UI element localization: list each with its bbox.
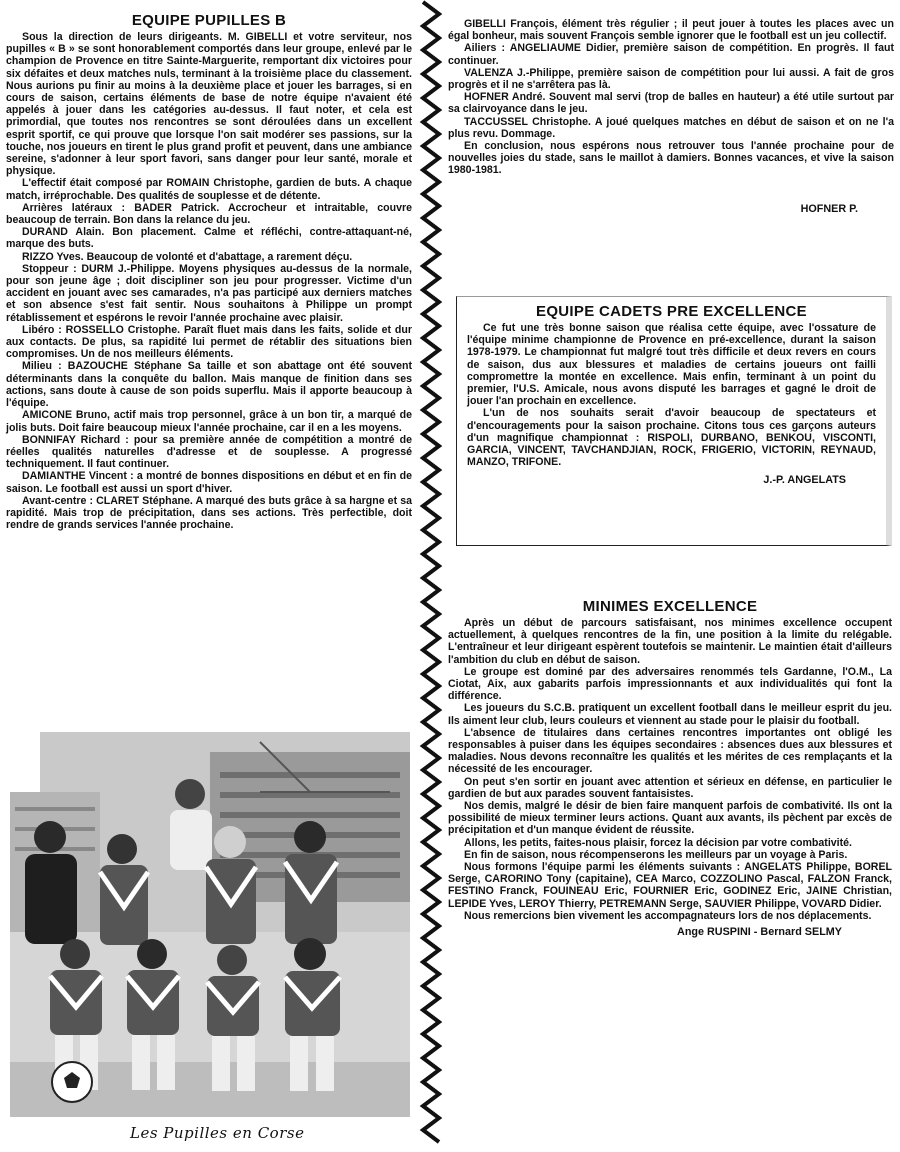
pupilles-paragraph: Arrières latéraux : BADER Patrick. Accrocheur et intraitable, couvre beaucoup de terrain. Bon dans la relance du jeu.	[6, 201, 412, 227]
minimes-article	[448, 598, 892, 938]
pupilles-title: EQUIPE PUPILLES B	[131, 12, 287, 29]
minimes-title: MINIMES EXCELLENCE	[582, 598, 758, 615]
pupilles-paragraph: DAMIANTHE Vincent : a montré de bonnes dispositions en début et en fin de saison. Le football est aussi un sport d'hiver.	[6, 470, 412, 495]
minimes-paragraph: En fin de saison, nous récompenserons les meilleurs par un voyage à Paris.	[464, 848, 848, 861]
minimes-paragraph: Les joueurs du S.C.B. pratiquent un excellent football dans le meilleur esprit du jeu. Ils aiment leur club, leurs couleurs et viennent au stade pour le plaisir du football.	[448, 702, 892, 727]
minimes-signature: Ange RUSPINI - Bernard SELMY	[677, 926, 842, 939]
minimes-paragraph: Nous formons l'équipe parmi les éléments suivants : ANGELATS Philippe, BOREL Serge, CARORINO Tony (capitaine), CEA Marco, COZZOLINO Pascal, FALZON Franck, FESTINO Franck, FOUINEAU Eric, FOURNIER Eric, GODINEZ Eric, JAINE Christian, LEPIDE Yves, LEROY Thierry, PETREMANN Serge, SAUVIER Philippe, VOVARD Didier.	[448, 861, 892, 910]
pupilles-paragraph: Libéro : ROSSELLO Cristophe. Paraît fluet mais dans les faits, solide et dur aux contacts. De plus, sa rapidité lui permet de rétablir des situations bien compromises. Un de nos meilleurs éléments.	[6, 323, 412, 361]
pupilles-paragraph: Sous la direction de leurs dirigeants. M. GIBELLI et votre serviteur, nos pupilles « B » se sont honorablement comportés dans leur groupe, enlevé par le champion de Provence en titre Sainte-Marguerite, remportant dix victoires pour six défaites et deux matches nuls, terminant à la troisième place du classement. Nous aurions pu finir au moins à la deuxième place et jouer les barrages, si en cours de saison, certains éléments de base de notre équipe n'avaient été appelés à jouer dans les catégories au-dessus. Il faut noter, et cela est primordial, que toutes nos rencontres se sont déroulées dans un excellent esprit sportif, ce qui prouve que lorsque l'on sait modérer ses passions, sur la touche, nos joueurs en tirent le plus grand profit et peuvent, dans une ambiance sereine, s'adonner à leur sport favori, sans danger pour leur santé, morale et physique.	[6, 31, 412, 178]
pupilles-paragraph: VALENZA J.-Philippe, première saison de compétition pour lui aussi. A fait de gros progrès et il ne s'arrêtera pas là.	[448, 66, 894, 92]
minimes-body	[448, 617, 892, 922]
cadets-signature: J.-P. ANGELATS	[763, 474, 846, 487]
cadets-paragraph: L'un de nos souhaits serait d'avoir beaucoup de spectateurs et d'encouragements pour la saison prochaine. Citons tous ces garçons auteurs d'un magnifique championnat : RISPOLI, DURBANO, BENKOU, VISCONTI, GARCIA, VINCENT, TAVCHANDJIAN, ROCK, FRIGERIO, VICTORIN, REYNAUD, MANZO, TRIFONE.	[467, 407, 876, 469]
pupilles-paragraph: Milieu : BAZOUCHE Stéphane Sa taille et son abattage ont été souvent déterminants dans la conquête du ballon. Mais manque de finition dans ses actions, sans doute à cause de son poids superflu. Mais il apporte beaucoup à l'équipe.	[6, 360, 412, 410]
pupilles-paragraph: DURAND Alain. Bon placement. Calme et réfléchi, contre-attaquant-né, marque des buts.	[6, 226, 412, 251]
pupilles-continued	[448, 18, 894, 177]
pupilles-paragraph: GIBELLI François, élément très régulier ; il peut jouer à toutes les places avec un égal bonheur, mais souvent François semble ignorer que le football est un jeu collectif.	[448, 18, 894, 43]
pupilles-body	[6, 31, 412, 531]
cadets-title: EQUIPE CADETS PRE EXCELLENCE	[536, 303, 807, 320]
minimes-paragraph: Nos demis, malgré le désir de bien faire manquent parfois de combativité. Ils ont la possibilité de mieux terminer leurs actions. Quant aux avants, ils pèchent par excès de précipitation et d'un manque évident de réussite.	[448, 800, 892, 837]
pupilles-paragraph: Ailiers : ANGELIAUME Didier, première saison de compétition. En progrès. Il faut continuer.	[448, 42, 894, 67]
photo-caption: Les Pupilles en Corse	[130, 1124, 305, 1142]
minimes-paragraph: On peut s'en sortir en jouant avec attention et sérieux en défense, en particulier le gardien de but aux parades souvent fantaisistes.	[448, 775, 892, 800]
pupilles-paragraph: En conclusion, nous espérons nous retrouver tous l'année prochaine pour de nouvelles joies du stade, sans le maillot à damiers. Bonnes vacances, et vive la saison 1980-1981.	[448, 140, 894, 177]
minimes-paragraph: L'absence de titulaires dans certaines rencontres importantes ont obligé les responsables à puiser dans les équipes secondaires : absences dues aux blessures et maladies. Nous devons reconnaître les qualités et les mérites de ces remplaçants et la nécessité de les encourager.	[448, 726, 892, 776]
left-column	[6, 0, 412, 531]
pupilles-paragraph: RIZZO Yves. Beaucoup de volonté et d'abattage, a rarement déçu.	[22, 250, 353, 263]
minimes-paragraph: Le groupe est dominé par des adversaires renommés tels Gardanne, l'O.M., La Ciotat, Aix, aux gabarits parfois impressionnants et aux individualités qui font la différence.	[448, 665, 892, 703]
pupilles-paragraph: L'effectif était composé par ROMAIN Christophe, gardien de buts. A chaque match, irréprochable. Des qualités de souplesse et de détente.	[6, 177, 412, 202]
team-photo	[10, 732, 410, 1117]
pupilles-paragraph: Avant-centre : CLARET Stéphane. A marqué des buts grâce à sa hargne et sa rapidité. Mais trop de précipitation, dans ses actions. Très perfectible, doit rendre de grands services l'année prochaine.	[6, 494, 412, 532]
right-column	[448, 0, 894, 215]
pupilles-paragraph: AMICONE Bruno, actif mais trop personnel, grâce à un bon tir, a marqué de jolis buts. Doit faire beaucoup mieux l'année prochaine, car il en a les moyens.	[6, 409, 412, 434]
pupilles-paragraph: TACCUSSEL Christophe. A joué quelques matches en début de saison et on ne l'a plus revu. Dommage.	[448, 115, 894, 140]
pupilles-paragraph: HOFNER André. Souvent mal servi (trop de balles en hauteur) a été utile surtout par sa clairvoyance dans le jeu.	[448, 91, 894, 116]
minimes-paragraph: Allons, les petits, faites-nous plaisir, forcez la décision par votre combativité.	[464, 836, 852, 849]
cadets-article	[456, 296, 892, 546]
cadets-paragraph: Ce fut une très bonne saison que réalisa cette équipe, avec l'ossature de l'équipe minime championne de Provence en pré-excellence, durant la saison 1978-1979. Le championnat fut malgré tout très difficile et deux revers en cours de saison, dus aux blessures et maladies de certains joueurs ont failli compromettre la montée en excellence. Mais enfin, terminant à un point du premier, l'U.S. Amicale, nous avons disputé les barrages et gagné le droit de jouer l'an prochain en excellence.	[467, 322, 876, 408]
zigzag-divider	[418, 0, 444, 1152]
minimes-paragraph: Après un début de parcours satisfaisant, nos minimes excellence occupent actuellement, à quelques rencontres de la fin, une position à la limite du relégable. L'entraîneur et leur dirigeant espèrent toutefois se maintenir. Le maintien était d'ailleurs l'ambition du club en début de saison.	[448, 617, 892, 666]
pupilles-paragraph: BONNIFAY Richard : pour sa première année de compétition a montré de réelles qualités naturelles d'adresse et de souplesse. A progressé techniquement. Il faut continuer.	[6, 433, 412, 471]
minimes-paragraph: Nous remercions bien vivement les accompagnateurs lors de nos déplacements.	[464, 909, 872, 922]
pupilles-signature: HOFNER P.	[800, 202, 858, 215]
pupilles-paragraph: Stoppeur : DURM J.-Philippe. Moyens physiques au-dessus de la normale, pour son jeune âge ; doit discipliner son jeu pour progresser. Victime d'un accident en jouant avec ses camarades, n'a pas participé aux derniers matches et son absence s'est fait sentir. Nous souhaitons à Philippe un prompt rétablissement et espérons le revoir l'année prochaine avec plaisir.	[6, 262, 412, 324]
